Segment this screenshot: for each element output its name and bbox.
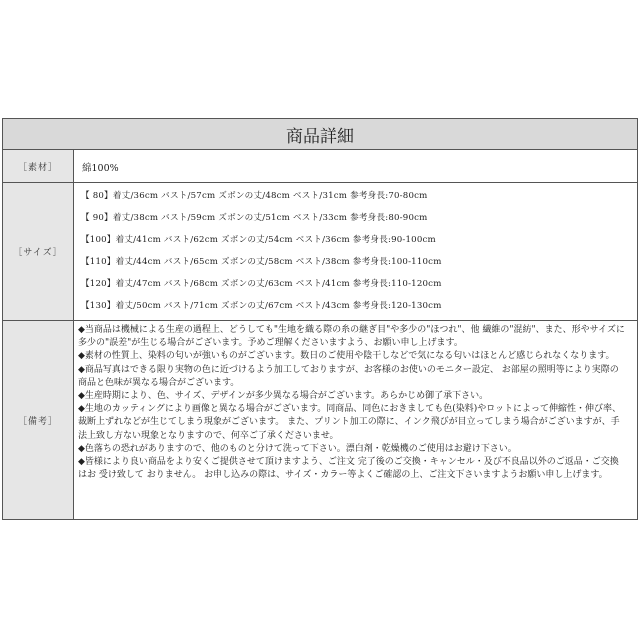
size-line-80: 【 80】着丈/36cm バスト/57cm ズボンの丈/48cm ベスト/31cm 参考身長:70-80cm [81,191,428,201]
product-detail-table [2,118,638,520]
size-line-110: 【110】着丈/44cm バスト/65cm ズボンの丈/58cm ベスト/38cm 参考身長:100-110cm [81,257,442,267]
size-line-90: 【 90】着丈/38cm バスト/59cm ズボンの丈/51cm ベスト/33cm 参考身長:80-90cm [81,213,428,223]
material-row [3,150,637,183]
notes-cell [74,321,637,519]
size-line-100: 【100】着丈/41cm バスト/62cm ズボンの丈/54cm ベスト/36cm 参考身長:90-100cm [81,235,436,245]
size-line-130: 【130】着丈/50cm バスト/71cm ズボンの丈/67cm ベスト/43cm 参考身長:120-130cm [81,301,442,311]
size-line-120: 【120】着丈/47cm バスト/68cm ズボンの丈/63cm ベスト/41cm 参考身長:110-120cm [81,279,442,289]
table-title: 商品詳細 [3,119,637,150]
notes-row [3,321,637,519]
material-label: ［素材］ [3,150,74,182]
material-value: 綿100% [82,163,119,174]
size-cell [74,183,637,320]
material-cell [74,150,637,182]
size-row [3,183,637,321]
size-label: ［サイズ］ [3,183,74,320]
notes-label: ［備考］ [3,321,74,519]
notes-text: ◆当商品は機械による生産の過程上、どうしても"生地を織る際の糸の継ぎ目"や多少の"ほつれ"、他 繊維の"混紡"、また、形やサイズに多少の"誤差"が生じる場合がございます。予めご理解くださいますよう、お願い申し上げます。 ◆素材の性質上、染料の匂いが強いものがございます。数日のご使用や陰干しなどで気になる匂いはほとんど感じられなくなります。 ◆商品写真はできる限り実物の色に近づけるよう加工しておりますが、お客様のお使いのモニター設定、 お部屋の照明等により実際の商品と色味が異なる場合がございます。 ◆生産時期により、色、サイズ、デザインが多少異なる場合がございます。あらかじめ御了承下さい。 ◆生地のカッティングにより画像と異なる場合がございます。同商品、同色におきましても色(染料)やロットによって伸縮性・伸び率、裁断上ずれなどが生じてしまう現象がございます。 また、プリント加工の際に、インク飛びが目立ってしまう場合がございますが、手法上致し方ない現象となりますので、何卒ご了承くださいませ。 ◆色落ちの恐れがありますので、他のものと分けて洗って下さい。漂白剤・乾燥機のご使用はお避け下さい。 ◆皆様により良い商品をより安くご提供させて頂けますよう、ご注文 完了後のご交換・キャンセル・及び不良品以外のご返品・ご交換はお 受け致して おりません。 お申し込みの際は、サイズ・カラー等よくご確認の上、ご注文下さいますようお願い申し上げます。 [78,325,625,481]
